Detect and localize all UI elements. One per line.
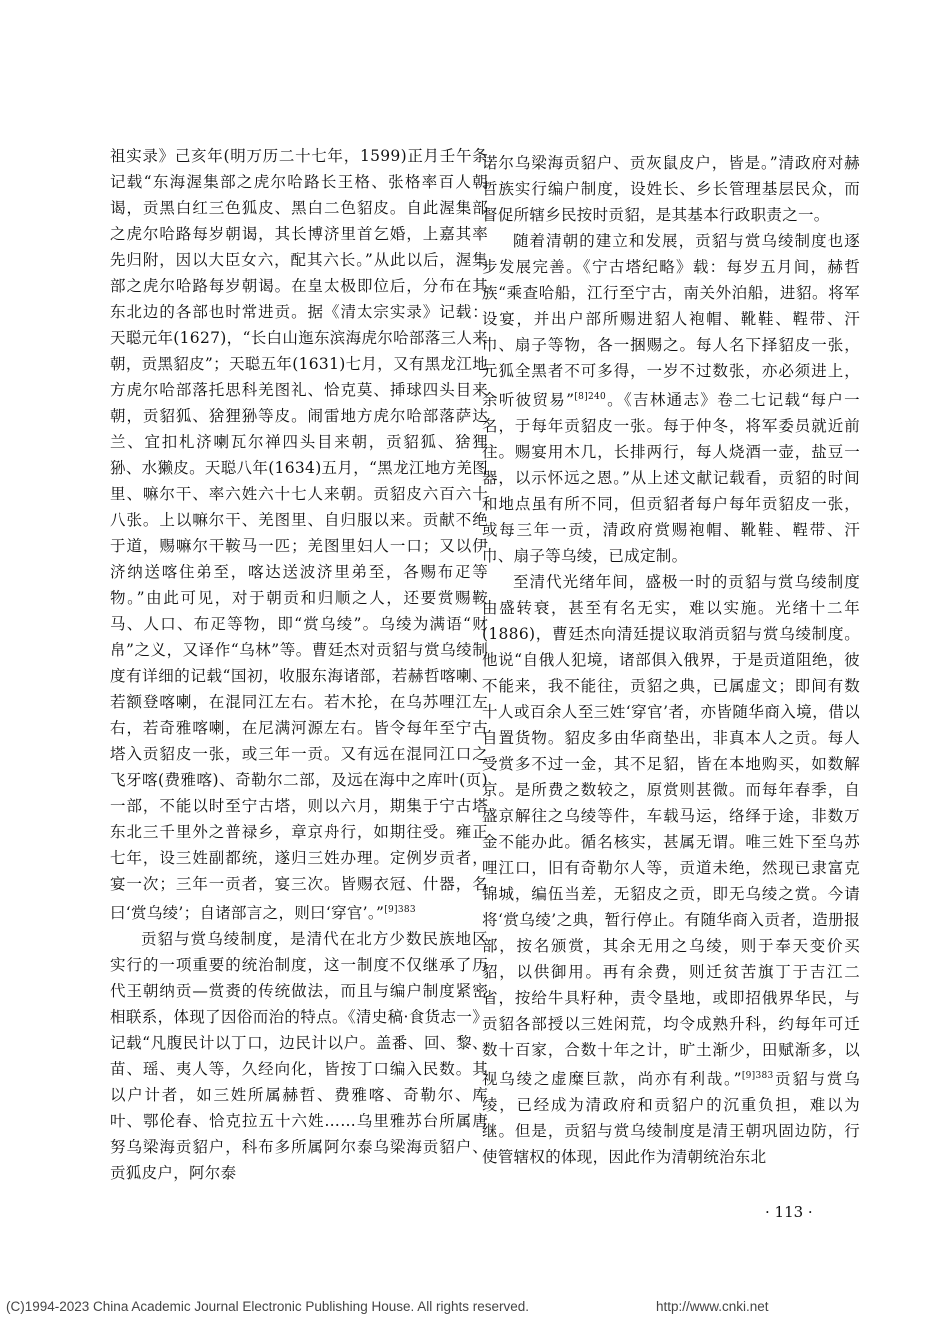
left-column — [110, 143, 488, 1186]
footer — [6, 1299, 769, 1314]
citation-ref: [9]383 — [741, 1071, 774, 1082]
citation-ref: [8]240 — [574, 392, 607, 402]
right-paragraph-2: 随着清朝的建立和发展，贡貂与赏乌绫制度也逐步发展完善。《宁古塔纪略》载：每岁五月间，赫哲族“乘查哈船，江行至宁古，南关外泊船，进貂。将军设宴，并出户部所赐进貂人袍帽、靴鞋、鞓带、汗巾、扇子等物，各一捆赐之。每人名下择貂皮一张，元狐全黑者不可多得，一岁不过数张，亦必须进上，余听彼贸易”$^{[8]240}$。《吉林通志》卷二七记载“每户一名，于每年贡貂皮一张。每于仲冬，将军委员就近前往。赐宴用木几，长排两行，每人烧酒一壶，盐豆一器，以示怀远之恩。”从上述文献记载看，贡貂的时间和地点虽有所不同，但贡貂者每户每年贡貂皮一张，或每三年一贡，清政府赏赐袍帽、靴鞋、鞓带、汗巾、扇子等乌绫，已成定制。 — [482, 232, 860, 566]
left-paragraph-1: 祖实录》己亥年(明万历二十七年，1599)正月壬午条记载“东海渥集部之虎尔哈路长王格、张格率百人朝谒，贡黑白红三色狐皮、黑白二色貂皮。自此渥集部之虎尔哈路每岁朝谒，其长博济里首乞婚，上嘉其率先归附，因以大臣女六，配其六长。”从此以后，渥集部之虎尔哈路每岁朝谒。在皇太极即位后，分布在其东北边的各部也时常进贡。据《清太宗实录》记载：天聪元年(1627)，“长白山迤东滨海虎尔哈部落三人来朝，贡黑貂皮”；天聪五年(1631)七月，又有黑龙江地方虎尔哈部落托思科羌图礼、恰克莫、揷球四头目来朝，贡貂狐、猞狸狲等皮。闹雷地方虎尔哈部落萨达兰、宜扣札济喇瓦尔禅四头目来朝，贡貂狐、猞狸狲、水獭皮。天聪八年(1634)五月，“黑龙江地方羌图里、嘛尔干、率六姓六十七人来朝。贡貂皮六百六十八张。上以嘛尔干、羌图里、自归服以来。贡献不绝于道，赐嘛尔干鞍马一匹；羌图里妇人一口；又以伊济纳送喀住弟至，喀达送波济里弟至，各赐布疋等物。”由此可见，对于朝贡和归顺之人，还要赏赐鞍马、人口、布疋等物，即“赏乌绫”。乌绫为满语“财帛”之义，又译作“乌林”等。曹廷杰对贡貂与赏乌绫制度有详细的记载“国初，收服东海诸部，若赫哲喀喇、若额登喀喇，在混同江左右。若木抡，在乌苏哩江左右，若奇雅喀喇，在尼满河源左右。皆令每年至宁古塔入贡貂皮一张，或三年一贡。又有远在混同江口之飞牙喀(费雅喀)、奇勒尔二部，及远在海中之库叶(页)一部，不能以时至宁古塔，则以六月，期集于宁古塔东北三千里外之普禄乡，章京舟行，如期往受。雍正七年，设三姓副都统，遂归三姓办理。定例岁贡者，宴一次；三年一贡者，宴三次。皆赐衣冠、什器，名曰‘赏乌绫’；自诸部言之，则曰‘穿官’。”$^{[9]383}$ — [110, 147, 488, 923]
copyright-text: (C)1994-2023 China Academic Journal Electronic Publishing House. All rights reserved. — [6, 1299, 530, 1314]
footer-url[interactable]: http://www.cnki.net — [656, 1299, 769, 1314]
right-paragraph-3: 至清代光绪年间，盛极一时的贡貂与赏乌绫制度由盛转衰，甚至有名无实，难以实施。光绪十二年(1886)，曹廷杰向清廷提议取消贡貂与赏乌绫制度。他说“自俄人犯境，诸部俱入俄界，于是贡道阻绝，彼不能来，我不能往，贡貂之典，已属虚文；即间有数十人或百余人至三姓‘穿官’者，亦皆随华商入境，借以自置货物。貂皮多由华商垫出，非真本人之贡。每人受赏多不过一金，其不足貂，皆在本地购买，如数解京。是所费之数较之，原赏则甚微。而每年春季，自盛京解往之乌绫等件，车载马运，络绎于途，非数万金不能办此。循名核实，甚属无谓。唯三姓下至乌苏哩江口，旧有奇勒尔人等，贡道未绝，然现已隶富克锦城，编伍当差，无貂皮之贡，即无乌绫之赏。今请将‘赏乌绫’之典，暂行停止。有随华商入贡者，造册报部，按名颁赏，其余无用之乌绫，则于奉天变价买貂，以供御用。再有余费，则迁贫苦旗丁于吉江二省，按给牛具籽种，责令垦地，或即招俄界华民，与贡貂各部授以三姓闲荒，均令成熟升科，约每年可迁数十百家，合数十年之计，旷土渐少，田赋渐多，以视乌绫之虚糜巨款，尚亦有利哉。”$^{[9]383}$贡貂与赏乌绫，已经成为清政府和贡貂户的沉重负担，难以为继。但是，贡貂与赏乌绫制度是清王朝巩固边防，行使管辖权的体现，因此作为清朝统治东北 — [482, 573, 860, 1167]
page-number: · 113 · — [765, 1203, 813, 1221]
citation-ref: [9]383 — [384, 905, 416, 915]
right-paragraph-1: 诺尔乌梁海贡貂户、贡灰鼠皮户，皆是。”清政府对赫哲族实行编户制度，设姓长、乡长管理基层民众，而督促所辖乡民按时贡貂，是其基本行政职责之一。 — [482, 154, 860, 224]
right-column — [482, 150, 860, 1170]
left-paragraph-2: 贡貂与赏乌绫制度，是清代在北方少数民族地区实行的一项重要的统治制度，这一制度不仅继承了历代王朝纳贡—赏赉的传统做法，而且与编户制度紧密相联系，体现了因俗而治的特点。《清史稿·食货志一》记载“凡腹民计以丁口，边民计以户。盖番、回、黎、苗、瑶、夷人等，久经向化，皆按丁口编入民数。其以户计者，如三姓所属赫哲、费雅喀、奇勒尔、库叶、鄂伦春、恰克拉五十六姓……乌里雅苏台所属唐努乌梁海贡貂户，科布多所属阿尔泰乌梁海贡貂户、贡狐皮户，阿尔泰 — [110, 930, 488, 1183]
